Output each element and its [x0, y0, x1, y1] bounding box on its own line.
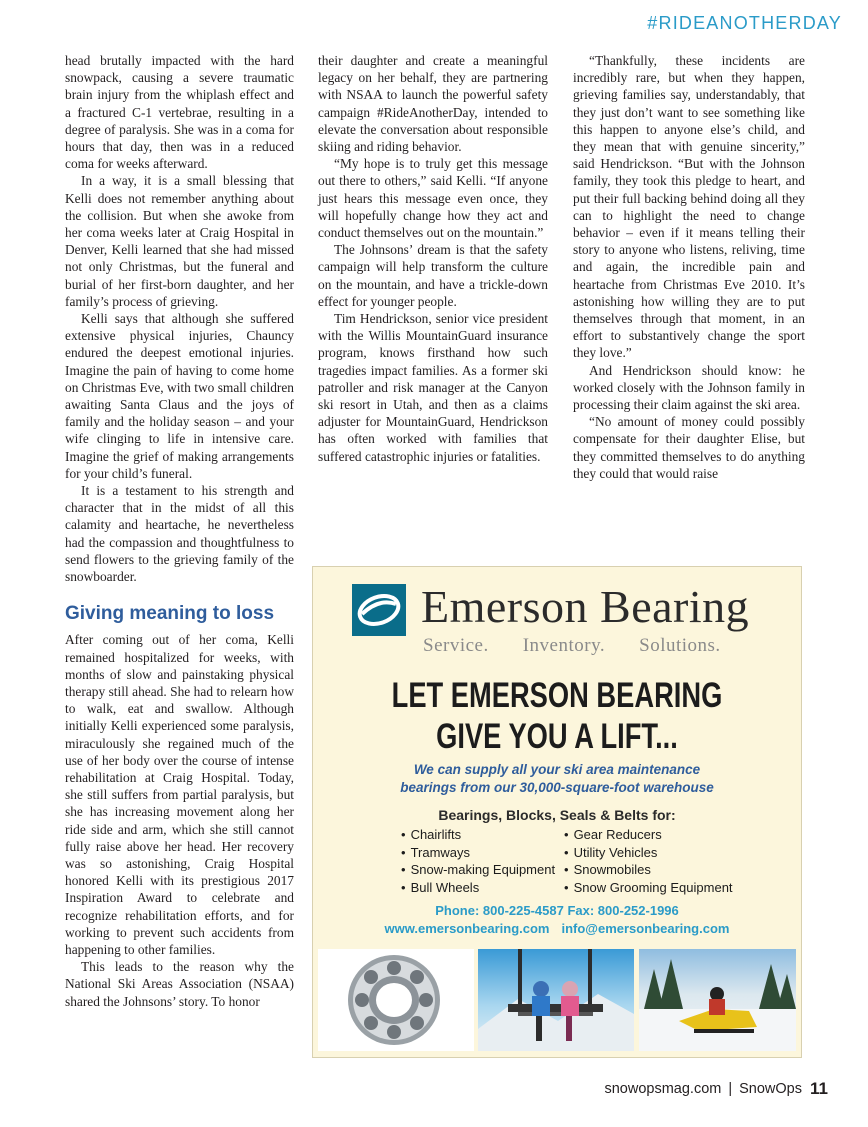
paragraph: After coming out of her coma, Kelli remained hospitalized for weeks, with months of slow and painstaking physical therapy still ahead. She had to relearn how to walk, eat and swallow. Although initially Kelli experienced some paralysis, miraculously she regained much of the use of her body over the course of intense rehabilitation at Craig Hospital. Today, she still suffers from partial paralysis, but she has increasing movement along her ride side and arm, which she still cannot fully raise above her head. Her recovery was so astonishing, Craig Hospital honored Kelli with its prestigious 2017 Inspiration Award to celebrate and recognize rehabilitation efforts, and for working to prevent such accidents from happening to other families.: [65, 632, 294, 957]
ad-email-link[interactable]: info@emersonbearing.com: [561, 921, 730, 936]
paragraph: In a way, it is a small blessing that Kelli does not remember anything about the collision. But when she awoke from her coma weeks later at Craig Hospital in Denver, Kelli learned that she had missed not only Christmas, but the funeral and burial of her first-born daughter, and her family’s process of grieving.: [65, 173, 294, 309]
ad-supply-line: We can supply all your ski area maintenance: [413, 762, 701, 777]
article-column-2: [318, 52, 548, 465]
paragraph: This leads to the reason why the National Ski Areas Association (NSAA) shared the Johnsons’ story. To honor: [65, 959, 294, 1009]
paragraph: “My hope is to truly get this message out there to others,” said Kelli. “If anyone just hears this message even once, they will hopefully change how they act and conduct themselves out on the mountain.”: [318, 156, 548, 241]
ad-headline-line: LET EMERSON BEARING: [391, 676, 723, 715]
ad-headline: [367, 675, 748, 757]
ad-brand-name: Emerson Bearing: [421, 581, 750, 632]
ad-equipment-list-right: [564, 826, 733, 897]
tagline-word: Solutions.: [639, 635, 721, 656]
list-item: • Chairlifts: [401, 826, 555, 844]
paragraph: The Johnsons’ dream is that the safety campaign will help transform the culture on the mountain, and have a trickle-down effect for younger people.: [318, 242, 548, 309]
paragraph: Tim Hendrickson, senior vice president with the Willis MountainGuard insurance program, knows firsthand how such tragedies impact families. As a former ski patroller and risk manager at the Canyon ski resort in Utah, and then as a claims adjuster for MountainGuard, Hendrickson has often worked with families that suffered catastrophic injuries or fatalities.: [318, 311, 548, 464]
ad-headline-line: GIVE YOU A LIFT...: [436, 717, 678, 756]
emerson-logo-icon: [352, 584, 406, 636]
paragraph: And Hendrickson should know: he worked closely with the Johnson family in processing their claim against the ski area.: [573, 362, 805, 413]
ad-contact-links: [313, 921, 801, 936]
ad-supply-text: [313, 761, 801, 797]
list-item: • Snow-making Equipment: [401, 861, 555, 879]
paragraph: “No amount of money could possibly compensate for their daughter Elise, but they committed themselves to do anything they could that would raise: [573, 414, 805, 481]
ad-tagline: [423, 635, 755, 657]
ball-bearing-photo: [318, 949, 474, 1051]
list-item: • Utility Vehicles: [564, 844, 733, 862]
chairlift-photo: [478, 949, 634, 1051]
ad-equipment-list-left: [401, 826, 555, 897]
page-footer: [604, 1081, 802, 1097]
paragraph: “Thankfully, these incidents are incredibly rare, but when they happen, grieving families say, understandably, that they just don’t want to see something like this happen to anyone else’s child, and they mean that with genuine sincerity,” said Hendrickson. “But with the Johnson family, they took this pledge to heart, and put their full backing behind doing all they can to highlight the need to change behavior – even if it means telling their story to anyone who listens, reliving, time and again, the incredible pain and heartache from Christmas Eve 2010. It’s astonishing how willing they are to put themselves through that moment, in an effort to substantively change the sport they love.”: [573, 53, 805, 361]
ad-phone-fax: Phone: 800-225-4587 Fax: 800-252-1996: [435, 903, 679, 918]
tagline-word: Service.: [423, 635, 489, 656]
footer-separator: |: [728, 1081, 733, 1097]
list-item: • Snow Grooming Equipment: [564, 879, 733, 897]
paragraph: head brutally impacted with the hard snowpack, causing a severe traumatic brain injury from the whiplash effect and a fractured C-1 vertebrae, resulting in a degree of paralysis. She was in a coma for hours that day, then was in a reduced coma for weeks afterward.: [65, 53, 294, 172]
ad-bearings-heading: Bearings, Blocks, Seals & Belts for:: [438, 807, 676, 823]
footer-site: snowopsmag.com: [604, 1081, 722, 1097]
ad-supply-line: bearings from our 30,000-square-foot warehouse: [400, 780, 714, 795]
ad-website-link[interactable]: www.emersonbearing.com: [384, 921, 550, 936]
article-column-3: [573, 52, 805, 482]
emerson-bearing-advertisement[interactable]: [312, 566, 802, 1058]
footer-magazine: SnowOps: [739, 1081, 802, 1097]
tagline-word: Inventory.: [522, 635, 606, 656]
article-column-1: [65, 52, 294, 1010]
list-item: • Tramways: [401, 844, 555, 862]
section-hashtag: #RIDEANOTHERDAY: [647, 13, 842, 33]
list-item: • Gear Reducers: [564, 826, 733, 844]
list-item: • Bull Wheels: [401, 879, 555, 897]
paragraph: their daughter and create a meaningful legacy on her behalf, they are partnering with NSAA to launch the powerful safety campaign #RideAnotherDay, intended to elevate the conversation about responsible skiing and riding behavior.: [318, 53, 548, 155]
paragraph: It is a testament to his strength and character that in the midst of all this calamity and heartache, he nevertheless had the compassion and thoughtfulness to send flowers to the grieving family of the snowboarder.: [65, 483, 294, 585]
paragraph: Kelli says that although she suffered extensive physical injuries, Chauncy endured the deepest emotional injuries. Imagine the pain of having to come home on Christmas Eve, with two small children awaiting Santa Claus and the joys of family and the holiday season – and your wife clinging to life in intensive care. Imagine the grief of making arrangements for your child’s funeral.: [65, 311, 294, 481]
snowmobile-photo: [639, 949, 796, 1051]
list-item: • Snowmobiles: [564, 861, 733, 879]
section-subhead: Giving meaning to loss: [65, 603, 275, 625]
page-number: 11: [810, 1079, 828, 1098]
